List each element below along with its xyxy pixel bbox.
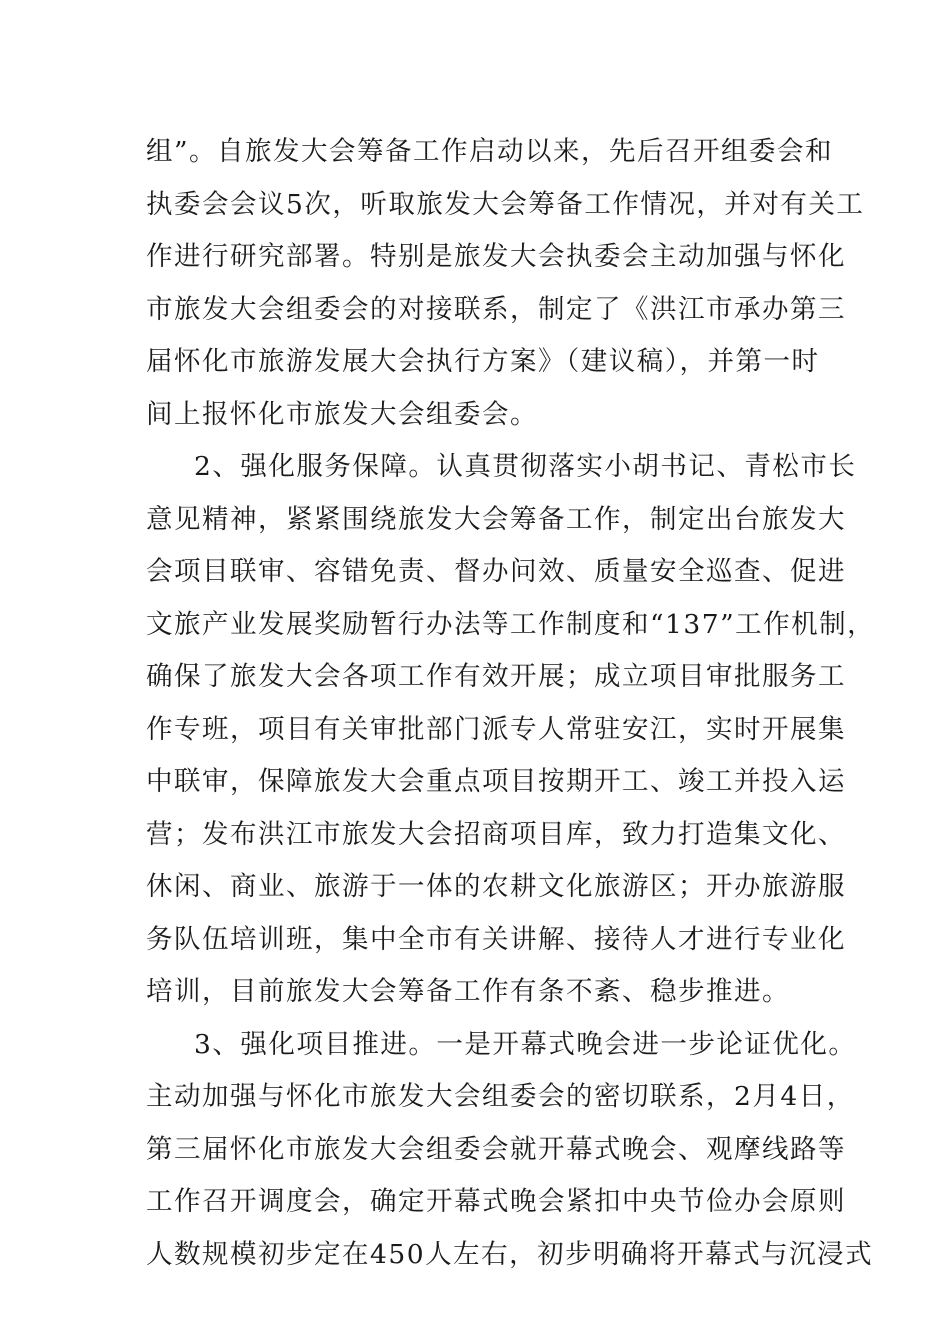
body-line: 意见精神，紧紧围绕旅发大会筹备工作，制定出台旅发大 (146, 503, 846, 535)
body-line: 组”。自旅发大会筹备工作启动以来，先后召开组委会和 (146, 136, 834, 167)
paragraph-3-first-line: 3、强化项目推进。一是开幕式晚会进一步论证优化。 (194, 1028, 857, 1060)
body-line: 休闲、商业、旅游于一体的农耕文化旅游区；开办旅游服 (146, 871, 846, 902)
body-line: 第三届怀化市旅发大会组委会就开幕式晚会、观摩线路等 (146, 1133, 846, 1165)
body-line: 作专班，项目有关审批部门派专人常驻安江，实时开展集 (146, 713, 846, 745)
body-line: 执委会会议5次，听取旅发大会筹备工作情况，并对有关工 (146, 188, 865, 220)
body-line: 文旅产业发展奖励暂行办法等工作制度和“137”工作机制， (146, 608, 876, 640)
body-line: 营；发布洪江市旅发大会招商项目库，致力打造集文化、 (146, 818, 846, 850)
body-line: 作进行研究部署。特别是旅发大会执委会主动加强与怀化 (146, 241, 846, 272)
paragraph-2-first-line: 2、强化服务保障。认真贯彻落实小胡书记、青松市长 (194, 451, 857, 482)
body-line: 确保了旅发大会各项工作有效开展；成立项目审批服务工 (146, 661, 846, 692)
body-line: 主动加强与怀化市旅发大会组委会的密切联系，2月4日， (146, 1081, 855, 1112)
body-line: 会项目联审、容错免责、督办问效、质量安全巡查、促进 (146, 556, 846, 587)
body-line: 工作召开调度会，确定开幕式晚会紧扣中央节俭办会原则 (146, 1186, 846, 1217)
body-line: 务队伍培训班，集中全市有关讲解、接待人才进行专业化 (146, 923, 846, 955)
document-body (146, 126, 876, 1281)
body-line: 人数规模初步定在450人左右，初步明确将开幕式与沉浸式 (146, 1238, 874, 1270)
body-line: 培训，目前旅发大会筹备工作有条不紊、稳步推进。 (146, 976, 790, 1007)
body-line: 间上报怀化市旅发大会组委会。 (146, 398, 538, 430)
body-line: 市旅发大会组委会的对接联系，制定了《洪江市承办第三 (146, 293, 846, 325)
body-line: 中联审，保障旅发大会重点项目按期开工、竣工并投入运 (146, 766, 846, 797)
body-line: 届怀化市旅游发展大会执行方案》（建议稿），并第一时 (146, 346, 820, 377)
